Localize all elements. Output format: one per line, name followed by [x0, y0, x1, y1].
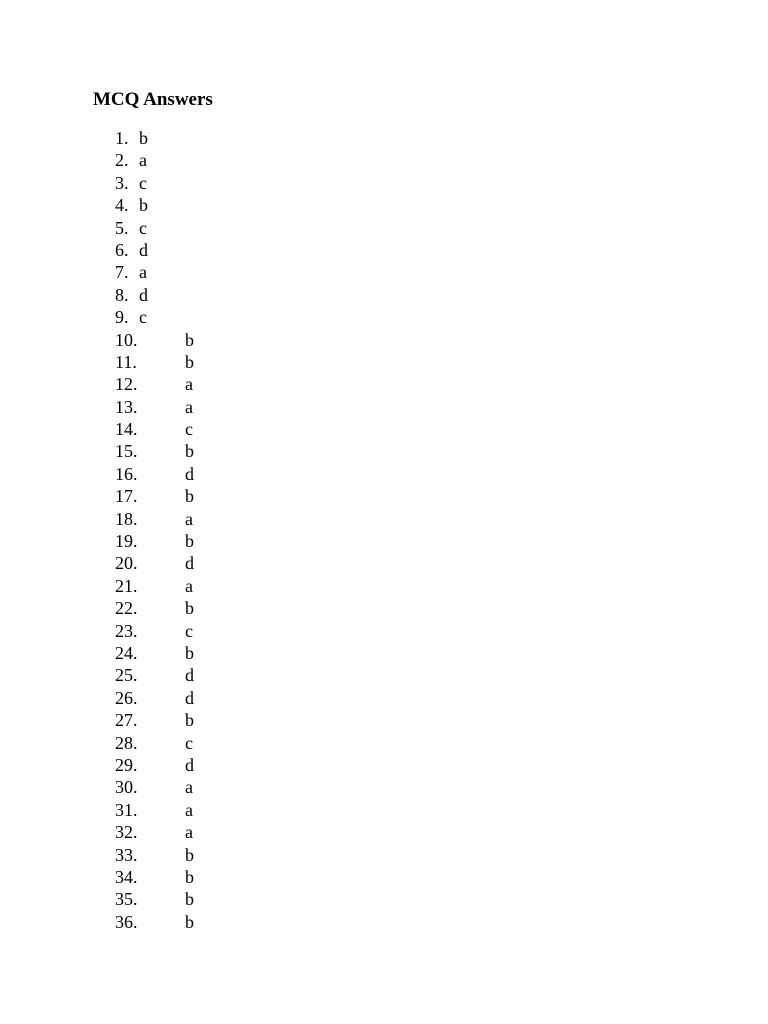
answer-letter: b — [185, 889, 194, 910]
question-number: 3. — [115, 172, 129, 193]
answer-row — [0, 463, 300, 485]
answer-row — [0, 799, 300, 821]
answer-row — [0, 866, 300, 888]
answer-row — [0, 642, 300, 664]
answer-row — [0, 709, 300, 731]
question-number: 19. — [115, 531, 138, 552]
answer-row — [0, 373, 300, 395]
answer-letter: b — [185, 911, 194, 932]
question-number: 9. — [115, 307, 129, 328]
question-number: 32. — [115, 822, 138, 843]
question-number: 18. — [115, 508, 138, 529]
question-number: 28. — [115, 732, 138, 753]
answer-row — [0, 597, 300, 619]
answer-row — [0, 217, 300, 239]
answer-row — [0, 149, 300, 171]
question-number: 15. — [115, 441, 138, 462]
question-number: 5. — [115, 217, 129, 238]
answer-letter: d — [185, 463, 194, 484]
answer-letter: c — [139, 172, 147, 193]
answer-letter: b — [185, 486, 194, 507]
answer-letter: b — [185, 329, 194, 350]
answer-row — [0, 418, 300, 440]
answer-letter: c — [139, 307, 147, 328]
page-title: MCQ Answers — [93, 89, 213, 110]
answer-row — [0, 485, 300, 507]
answer-letter: c — [185, 419, 193, 440]
answer-letter: b — [185, 642, 194, 663]
answer-row — [0, 687, 300, 709]
answer-row — [0, 261, 300, 283]
answer-letter: b — [185, 844, 194, 865]
answer-letter: b — [139, 195, 148, 216]
question-number: 29. — [115, 754, 138, 775]
answer-letter: a — [185, 822, 193, 843]
question-number: 16. — [115, 463, 138, 484]
answer-row — [0, 552, 300, 574]
answer-letter: b — [185, 441, 194, 462]
question-number: 27. — [115, 710, 138, 731]
answer-letter: c — [139, 217, 147, 238]
answer-row — [0, 844, 300, 866]
answer-row — [0, 821, 300, 843]
answer-row — [0, 284, 300, 306]
answer-letter: a — [185, 777, 193, 798]
question-number: 34. — [115, 866, 138, 887]
question-number: 36. — [115, 911, 138, 932]
answer-row — [0, 127, 300, 149]
question-number: 33. — [115, 844, 138, 865]
question-number: 6. — [115, 239, 129, 260]
answer-letter: b — [185, 351, 194, 372]
answer-row — [0, 239, 300, 261]
answer-row — [0, 911, 300, 933]
answer-letter: d — [139, 284, 148, 305]
answer-letter: d — [185, 665, 194, 686]
question-number: 4. — [115, 195, 129, 216]
answer-letter: c — [185, 732, 193, 753]
answer-list — [0, 127, 300, 933]
answer-letter: d — [139, 239, 148, 260]
answer-row — [0, 530, 300, 552]
answer-row — [0, 664, 300, 686]
answer-letter: b — [139, 128, 148, 148]
answer-letter: a — [139, 262, 147, 283]
answer-row — [0, 575, 300, 597]
question-number: 13. — [115, 396, 138, 417]
answer-letter: a — [139, 150, 147, 171]
question-number: 35. — [115, 889, 138, 910]
answer-row — [0, 754, 300, 776]
answer-letter: a — [185, 396, 193, 417]
question-number: 17. — [115, 486, 138, 507]
answer-letter: a — [185, 508, 193, 529]
answer-row — [0, 620, 300, 642]
question-number: 7. — [115, 262, 129, 283]
question-number: 30. — [115, 777, 138, 798]
answer-row — [0, 396, 300, 418]
answer-letter: b — [185, 866, 194, 887]
answer-letter: a — [185, 374, 193, 395]
question-number: 25. — [115, 665, 138, 686]
question-number: 11. — [115, 351, 137, 372]
answer-letter: b — [185, 710, 194, 731]
answer-letter: d — [185, 553, 194, 574]
question-number: 22. — [115, 598, 138, 619]
answer-letter: c — [185, 620, 193, 641]
answer-letter: a — [185, 799, 193, 820]
answer-letter: d — [185, 754, 194, 775]
answer-row — [0, 329, 300, 351]
question-number: 1. — [115, 128, 129, 148]
answer-row — [0, 888, 300, 910]
answer-row — [0, 776, 300, 798]
answer-row — [0, 172, 300, 194]
answer-row — [0, 351, 300, 373]
question-number: 24. — [115, 642, 138, 663]
question-number: 14. — [115, 419, 138, 440]
answer-letter: b — [185, 531, 194, 552]
answer-row — [0, 440, 300, 462]
answer-letter: d — [185, 687, 194, 708]
question-number: 31. — [115, 799, 138, 820]
answer-row — [0, 306, 300, 328]
question-number: 26. — [115, 687, 138, 708]
question-number: 20. — [115, 553, 138, 574]
answer-row — [0, 732, 300, 754]
question-number: 23. — [115, 620, 138, 641]
question-number: 12. — [115, 374, 138, 395]
answer-letter: a — [185, 575, 193, 596]
question-number: 10. — [115, 329, 138, 350]
question-number: 8. — [115, 284, 129, 305]
answer-letter: b — [185, 598, 194, 619]
answer-row — [0, 508, 300, 530]
question-number: 21. — [115, 575, 138, 596]
question-number: 2. — [115, 150, 129, 171]
answer-row — [0, 194, 300, 216]
